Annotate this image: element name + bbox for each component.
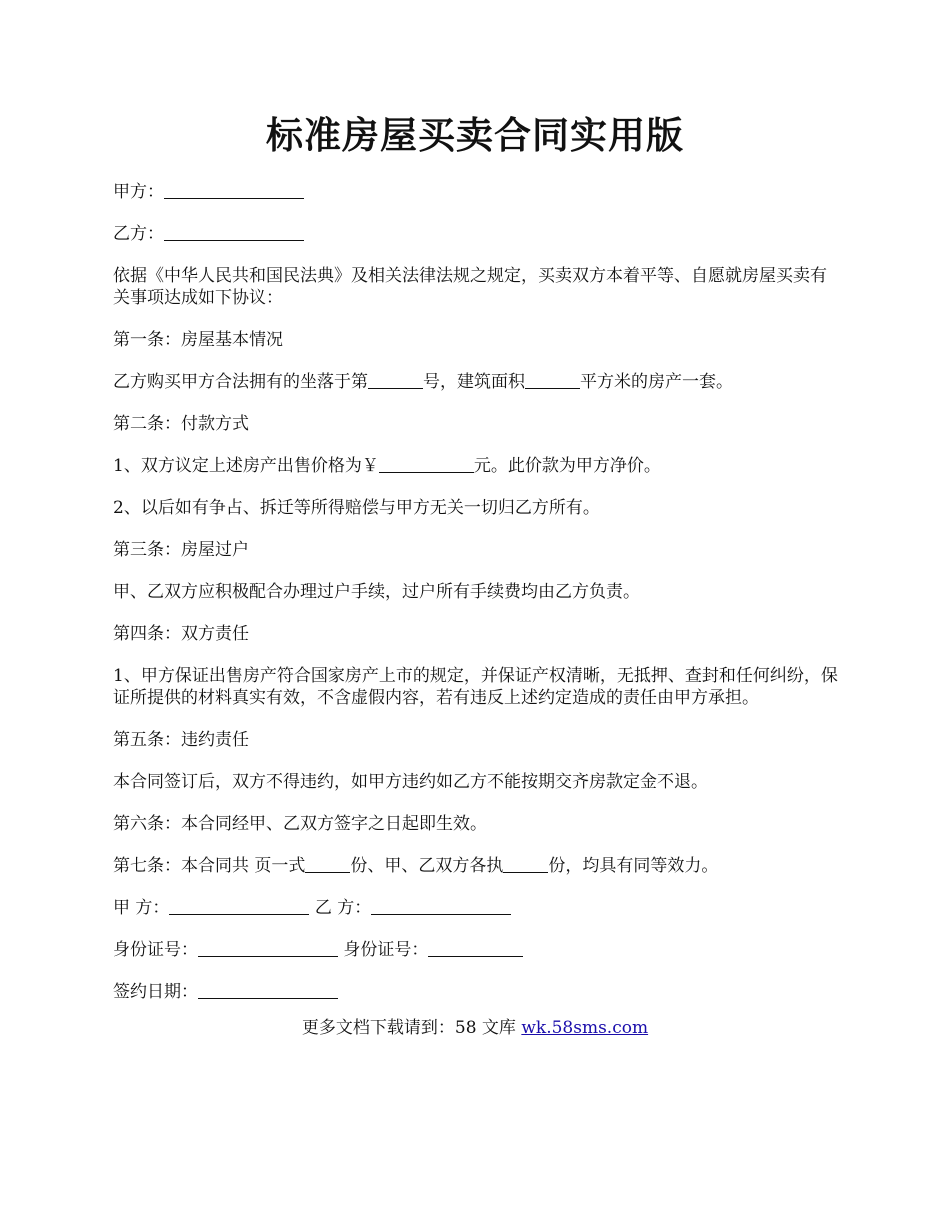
area-blank (525, 371, 580, 389)
contract-body (113, 181, 843, 1023)
article-1-text-c: 平方米的房产一套。 (580, 372, 733, 392)
article-6-text: 第六条：本合同经甲、乙双方签字之日起即生效。 (113, 814, 487, 834)
article-5-text: 本合同签订后，双方不得违约，如甲方违约如乙方不能按期交齐房款定金不退。 (113, 772, 708, 792)
sign-party-b-blank (371, 897, 511, 915)
sign-party-b-label: 乙 方： (314, 898, 372, 918)
id-number-line (113, 939, 843, 961)
signature-line (113, 897, 843, 919)
party-a-label: 甲方： (113, 182, 164, 202)
article-3-heading: 第三条：房屋过户 (113, 540, 249, 560)
party-b-blank (164, 223, 304, 241)
article-2-item-1-b: 元。此价款为甲方净价。 (473, 456, 661, 476)
article-2-item-2: 2、以后如有争占、拆迁等所得赔偿与甲方无关一切归乙方所有。 (113, 498, 600, 518)
location-blank (368, 371, 423, 389)
party-a-line (113, 181, 843, 203)
price-blank (379, 455, 474, 473)
article-7-text-c: 份，均具有同等效力。 (548, 856, 719, 876)
intro-paragraph: 依据《中华人民共和国民法典》及相关法律法规之规定，买卖双方本着平等、自愿就房屋买卖有关事项达成如下协议： (113, 266, 827, 308)
footer (0, 1017, 950, 1039)
date-blank (198, 981, 338, 999)
document-title: 标准房屋买卖合同实用版 (266, 113, 684, 157)
date-label: 签约日期： (113, 982, 198, 1002)
id-blank-2 (428, 939, 523, 957)
article-5-heading: 第五条：违约责任 (113, 730, 249, 750)
party-b-label: 乙方： (113, 224, 164, 244)
id-blank-1 (198, 939, 338, 957)
article-2-item-1 (113, 455, 843, 477)
article-1-text-b: 号，建筑面积 (423, 372, 525, 392)
article-1-heading: 第一条：房屋基本情况 (113, 330, 283, 350)
sign-party-a-label: 甲 方： (113, 898, 170, 918)
footer-text: 更多文档下载请到：58 文库 (301, 1018, 522, 1038)
article-1-text-a: 乙方购买甲方合法拥有的坐落于第 (113, 372, 368, 392)
party-b-line (113, 223, 843, 245)
article-7-text-a: 第七条：本合同共 页一式 (113, 856, 306, 876)
each-copies-blank (503, 855, 548, 873)
sign-date-line (113, 981, 843, 1003)
id-label-1: 身份证号： (113, 940, 198, 960)
article-4-heading: 第四条：双方责任 (113, 624, 249, 644)
article-2-item-1-a: 1、双方议定上述房产出售价格为￥ (113, 456, 379, 476)
article-1-text (113, 371, 843, 393)
id-label-2: 身份证号： (343, 940, 429, 960)
article-3-text: 甲、乙双方应积极配合办理过户手续，过户所有手续费均由乙方负责。 (113, 582, 640, 602)
article-7-text (113, 855, 843, 877)
party-a-blank (164, 181, 304, 199)
footer-link[interactable]: wk.58sms.com (521, 1018, 649, 1038)
article-7-text-b: 份、甲、乙双方各执 (350, 856, 504, 876)
article-4-text: 1、甲方保证出售房产符合国家房产上市的规定，并保证产权清晰，无抵押、查封和任何纠纷，保证所提供的材料真实有效，不含虚假内容，若有违反上述约定造成的责任由甲方承担。 (113, 666, 838, 708)
article-2-heading: 第二条：付款方式 (113, 414, 249, 434)
copies-blank (305, 855, 350, 873)
sign-party-a-blank (169, 897, 309, 915)
